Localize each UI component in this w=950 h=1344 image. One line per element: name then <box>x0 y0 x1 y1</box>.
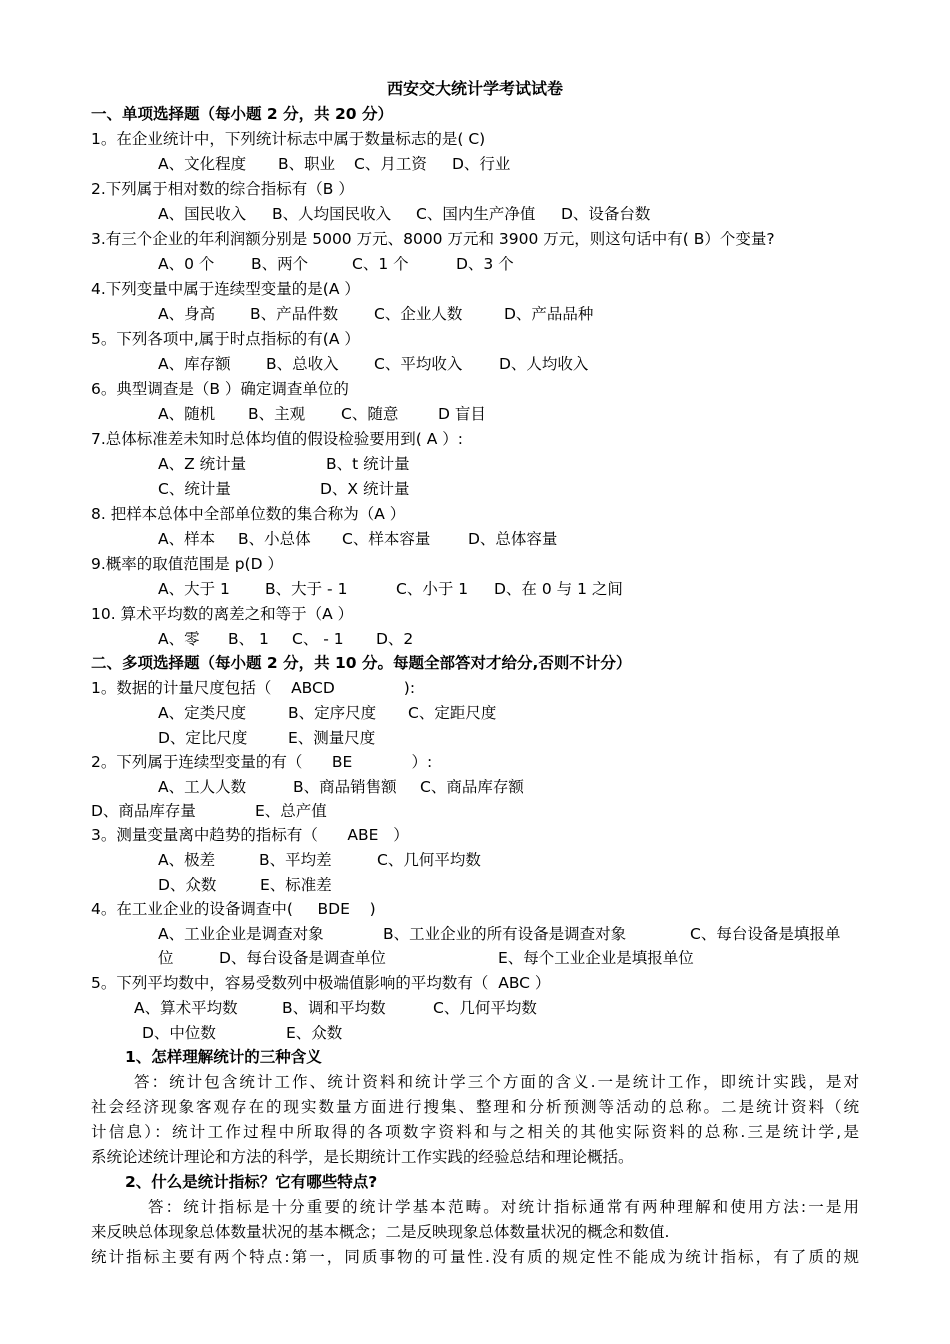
section-heading-multiple-choice: 二、多项选择题（每小题 2 分，共 10 分。每题全部答对才给分,否则不计分） <box>91 654 632 672</box>
option-row <box>158 528 558 550</box>
answer-line: 社会经济现象客观存在的现实数量方面进行搜集、整理和分析预测等活动的总称。二是统计资料（统 <box>91 1098 859 1116</box>
option: B、主观 <box>248 405 306 423</box>
option: A、0 个 <box>158 255 215 273</box>
option: C、几何平均数 <box>377 851 481 869</box>
option: C、每台设备是填报单 <box>690 925 841 943</box>
option-row <box>158 923 841 945</box>
option: D、众数 <box>158 876 217 894</box>
option: A、定类尺度 <box>158 704 247 722</box>
option: E、总产值 <box>255 802 327 820</box>
option: C、1 个 <box>352 255 409 273</box>
option-row <box>158 303 594 325</box>
option: A、随机 <box>158 405 216 423</box>
option: C、商品库存额 <box>420 778 524 796</box>
question-stem: 5。下列各项中,属于时点指标的有(A ） <box>91 330 360 348</box>
option: B、调和平均数 <box>282 999 386 1017</box>
option: D、每台设备是调查单位 <box>219 949 386 967</box>
option-continuation: 位 <box>158 949 174 967</box>
option-row <box>158 849 481 871</box>
option-row <box>158 353 589 375</box>
short-answer-heading: 1、怎样理解统计的三种含义 <box>125 1048 322 1066</box>
option: A、算术平均数 <box>134 999 238 1017</box>
option: B、小总体 <box>238 530 311 548</box>
section-heading-single-choice: 一、单项选择题（每小题 2 分，共 20 分） <box>91 105 393 123</box>
question-stem: 1。在企业统计中，下列统计标志中属于数量标志的是( C) <box>91 130 486 148</box>
question-stem: 3.有三个企业的年利润额分别是 5000 万元、8000 万元和 3900 万元，则这句话中有( B）个变量? <box>91 230 775 248</box>
option: A、极差 <box>158 851 216 869</box>
option: B、人均国民收入 <box>272 205 392 223</box>
option: D、设备台数 <box>561 205 651 223</box>
option: D、商品库存量 <box>91 802 196 820</box>
option: D、人均收入 <box>499 355 589 373</box>
option-row <box>158 947 694 969</box>
option: C、定距尺度 <box>408 704 497 722</box>
option-row <box>158 578 623 600</box>
option-row <box>158 453 410 475</box>
option: D、行业 <box>452 155 511 173</box>
option: B、职业 <box>278 155 336 173</box>
option: C、平均收入 <box>374 355 463 373</box>
option: D 盲目 <box>438 405 486 423</box>
option: C、国内生产净值 <box>416 205 536 223</box>
option-row <box>158 702 497 724</box>
option: A、文化程度 <box>158 155 247 173</box>
option: B、工业企业的所有设备是调查对象 <box>383 925 627 943</box>
option: C、几何平均数 <box>433 999 537 1017</box>
option-row <box>158 628 414 650</box>
option: C、随意 <box>341 405 399 423</box>
option: B、产品件数 <box>250 305 339 323</box>
option: C、统计量 <box>158 480 231 498</box>
option: B、大于 - 1 <box>265 580 348 598</box>
option: D、中位数 <box>142 1024 216 1042</box>
option: E、每个工业企业是填报单位 <box>498 949 694 967</box>
option-row <box>158 153 511 175</box>
option: A、Z 统计量 <box>158 455 247 473</box>
option: A、身高 <box>158 305 216 323</box>
question-stem: 2.下列属于相对数的综合指标有（B ） <box>91 180 354 198</box>
option: E、测量尺度 <box>288 729 376 747</box>
option: A、样本 <box>158 530 216 548</box>
option-row <box>91 800 327 822</box>
short-answer-heading: 2、什么是统计指标？它有哪些特点? <box>125 1173 378 1191</box>
option: E、标准差 <box>260 876 332 894</box>
option: D、在 0 与 1 之间 <box>494 580 623 598</box>
option-row <box>142 1022 343 1044</box>
option: C、小于 1 <box>396 580 469 598</box>
answer-line: 系统论述统计理论和方法的科学，是长期统计工作实践的经验总结和理论概括。 <box>91 1148 634 1166</box>
question-stem: 5。下列平均数中，容易受数列中极端值影响的平均数有（ ABC ） <box>91 974 551 992</box>
question-stem: 10. 算术平均数的离差之和等于（A ） <box>91 605 354 623</box>
answer-line: 统计指标主要有两个特点:第一，同质事物的可量性.没有质的规定性不能成为统计指标，有了质的规 <box>91 1248 859 1266</box>
option: B、两个 <box>251 255 309 273</box>
question-stem: 6。典型调查是（B ）确定调查单位的 <box>91 380 349 398</box>
option: D、X 统计量 <box>320 480 410 498</box>
option: B、定序尺度 <box>288 704 377 722</box>
option: C、 - 1 <box>292 630 344 648</box>
option-row <box>134 997 537 1019</box>
question-stem: 7.总体标准差未知时总体均值的假设检验要用到( A ）: <box>91 430 464 448</box>
question-stem: 1。数据的计量尺度包括（ ABCD ): <box>91 679 416 697</box>
option-row <box>158 203 651 225</box>
option: B、总收入 <box>266 355 339 373</box>
question-stem: 4.下列变量中属于连续型变量的是(A ） <box>91 280 360 298</box>
option: A、大于 1 <box>158 580 230 598</box>
option: A、工业企业是调查对象 <box>158 925 324 943</box>
option: A、工人人数 <box>158 778 247 796</box>
answer-line: 来反映总体现象总体数量状况的基本概念；二是反映现象总体数量状况的概念和数值. <box>91 1223 670 1241</box>
option: B、平均差 <box>259 851 332 869</box>
option-row <box>158 874 332 896</box>
option: B、t 统计量 <box>326 455 410 473</box>
option: C、样本容量 <box>342 530 431 548</box>
answer-line: 答：统计指标是十分重要的统计学基本范畴。对统计指标通常有两种理解和使用方法:一是用 <box>148 1198 859 1216</box>
option: C、企业人数 <box>374 305 463 323</box>
option-row <box>158 403 486 425</box>
question-stem: 4。在工业企业的设备调查中( BDE ) <box>91 900 376 918</box>
answer-line: 答：统计包含统计工作、统计资料和统计学三个方面的含义.一是统计工作，即统计实践，是对 <box>134 1073 859 1091</box>
option: B、商品销售额 <box>293 778 397 796</box>
option: C、月工资 <box>354 155 427 173</box>
option-row <box>158 727 376 749</box>
option-row <box>158 478 410 500</box>
option: D、定比尺度 <box>158 729 248 747</box>
option: D、总体容量 <box>468 530 558 548</box>
option-row <box>158 253 514 275</box>
question-stem: 2。下列属于连续型变量的有（ BE ）: <box>91 753 433 771</box>
question-stem: 8. 把样本总体中全部单位数的集合称为（A ） <box>91 505 406 523</box>
page-title: 西安交大统计学考试试卷 <box>386 79 563 98</box>
option: A、库存额 <box>158 355 231 373</box>
option: A、零 <box>158 630 200 648</box>
option: D、产品品种 <box>504 305 594 323</box>
option: B、 1 <box>228 630 269 648</box>
option-row <box>158 776 524 798</box>
option: D、3 个 <box>456 255 514 273</box>
option: A、国民收入 <box>158 205 247 223</box>
question-stem: 3。测量变量离中趋势的指标有（ ABE ） <box>91 826 409 844</box>
option: E、众数 <box>286 1024 343 1042</box>
answer-line: 计信息）：统计工作过程中所取得的各项数字资料和与之相关的其他实际资料的总称.三是统计学,是 <box>91 1123 859 1141</box>
question-stem: 9.概率的取值范围是 p(D ） <box>91 555 283 573</box>
option: D、2 <box>376 630 414 648</box>
